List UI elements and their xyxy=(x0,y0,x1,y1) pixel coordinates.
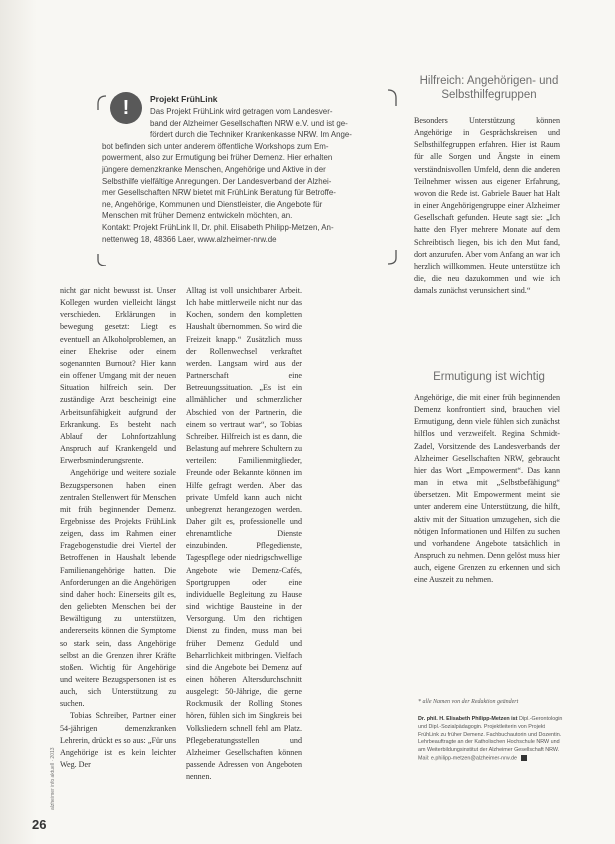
paragraph: Besonders Unterstützung können Angehörige in Gesprächskreisen und Selbsthilfegruppen erfahren. Hier ist Raum für alle Sorgen und Ängste in einem verständnisvollen Umfeld, denn die anderen Teilnehmer wissen aus eigener Erfahrung, wovon die Rede ist. Gabriele Bauer hat Halt in einer Angehörigengruppe einer Alzheimer Gesellschaft gefunden. Heute sagt sie: „Ich hatte den Flyer mehrere Monate auf dem Schreibtisch liegen, bis ich den Mut fand, dort anzurufen. Aber vom Anfang an war ich herzlich willkommen. Heute unterstütze ich die, die neu dazukommen und wie ich damals zunächst verunsichert sind.“ xyxy=(414,116,560,296)
info-line: Das Projekt FrühLink wird getragen vom Landesver- xyxy=(150,107,333,116)
paragraph: nicht gar nicht bewusst ist. Unser Kollegen wurden vielleicht längst verschieden. Erklärungen in bewegung gesetzt: Liegt es eventuell an Alkoholproblemen, an einer Ehekrise oder einem sogenannten Burnout? Hier kann ein offener Umgang mit der neuen Situation hilfreich sein. Der zuständige Arzt bescheinigt eine Arbeitsunfähigkeit aufgrund der Erkrankung. Es besteht nach Ablauf der Lohnfortzahlung Anspruch auf Krankengeld und Erwerbsminderungsrente. xyxy=(60,286,176,466)
section-heading: Hilfreich: Angehörigen- und Selbsthilfegruppen xyxy=(419,75,559,101)
article-column-1 xyxy=(60,285,176,771)
info-line: Kontakt: Projekt FrühLink II, Dr. phil. Elisabeth Philipp-Metzen, An- xyxy=(102,222,334,232)
info-box xyxy=(92,86,398,266)
paragraph: Angehörige und weitere soziale Bezugspersonen haben einen zentralen Stellenwert für Menschen mit früh beginnender Demenz. Ergebnisse des Projekts FrühLink zeigen, dass im Rahmen einer Fragebogenstudie drei Viertel der Betroffenen in Haushalt lebende Familienangehörige hatten. Die Anforderungen an die Angehörigen sind daher hoch: Einerseits gilt es, den geliebten Menschen bei der Bewältigung zu unterstützen, andererseits können die Symptome so stark sein, dass Angehörige selbst an die Grenzen ihrer Kräfte stoßen. Wichtig für Angehörige und weitere Bezugspersonen ist es auch, sich Unterstützung zu suchen. xyxy=(60,468,176,709)
author-bio xyxy=(418,716,564,763)
info-line: band der Alzheimer Gesellschaften NRW e.V. und ist ge- xyxy=(150,118,348,128)
info-line: Menschen mit früher Demenz entwickeln möchten, an. xyxy=(102,211,293,221)
info-line: powerment, also zur Ermutigung bei früher Demenz. Hier erhalten xyxy=(102,153,333,163)
exclamation-icon: ! xyxy=(110,92,142,124)
paragraph: Angehörige, die mit einer früh beginnenden Demenz konfrontiert sind, brauchen viel Ermutigung, denn viele fühlen sich zunächst hilflos und verzweifelt. Regina Schmidt-Zadel, Vorsitzende des Landesverbands der Alzheimer Gesellschaften NRW, gebraucht hier das Wort „Empowerment“. Das kann man in etwa mit „Selbstbefähigung“ übersetzen. Mit Empowerment meint sie unter anderem eine Unterstützung, die hilft, aktiv mit der Situation umzugehen, sich die nötigen Informationen und Hilfen zu suchen und vorhandene Angebote tatsächlich in Anspruch zu nehmen. Denn gelöst muss hier auch, eigene Grenzen zu erkennen und sich eine Auszeit zu nehmen. xyxy=(414,393,560,585)
author-name: Dr. phil. H. Elisabeth Philipp-Metzen ist xyxy=(418,716,518,722)
info-line: nettenweg 18, 48366 Laer, www.alzheimer-nrw.de xyxy=(102,234,277,244)
author-text: Dipl.-Gerontologin und Dipl.-Sozialpädagogin. Projektleiterin von Projekt FrühLink zu früher Demenz. Fachbuchautorin und Dozentin. Lehrbeauftragte an der Katholischen Hochschule NRW und am Weiterbildungsinstitut der Alzheimer Gesellschaft NRW. Mail: e.philipp-metzen@alzheimer-nrw.de xyxy=(418,716,563,762)
section-heading: Ermutigung ist wichtig xyxy=(433,371,545,383)
article-column-3b xyxy=(414,392,560,587)
info-box-text xyxy=(102,106,392,245)
side-label: alzheimer info aktuell · 2013 xyxy=(50,747,56,810)
names-note: * alle Namen von der Redaktion geändert xyxy=(418,699,519,705)
article-column-3 xyxy=(414,115,560,297)
info-line: ne, Angehörige, Kommunen und Dienstleister, die Angebote für xyxy=(102,199,323,209)
article-column-2 xyxy=(186,285,302,783)
info-line: jüngere demenzkranke Menschen, Angehörige und Aktive in der xyxy=(102,164,326,174)
info-line: mer Gesellschaften NRW bietet mit FrühLink Beratung für Betroffe- xyxy=(102,188,336,198)
info-box-title: Projekt FrühLink xyxy=(150,94,218,104)
end-mark-icon xyxy=(521,755,527,761)
info-line: fördert durch die Techniker Krankenkasse NRW. Im Ange- xyxy=(150,130,352,140)
paragraph: Alltag ist voll unsichtbarer Arbeit. Ich habe mittlerweile nicht nur das Kochen, sondern den kompletten Haushalt übernommen. So wird die Freizeit knapp.“ Zusätzlich muss der Rollenwechsel verkraftet werden. Langsam wird aus der Partnerschaft eine Betreuungssituation. „Es ist ein allmählicher und schmerzlicher Abschied von der Partnerin, die einem so vertraut war“, so Tobias Schreiber. Hilfreich ist es dann, die Belastung auf mehrere Schultern zu verteilen: Familienmitglieder, Freunde oder Bekannte können im Hilfe gefragt werden. Aber das private Umfeld kann auch nicht unbegrenzt herangezogen werden. Daher gilt es, professionelle und ehrenamtliche Dienste einzubinden. Pflegedienste, Tagespflege oder niedrigschwellige Angebote wie Demenz-Cafés, Sportgruppen oder eine individuelle Begleitung zu Hause sind wichtige Bausteine in der Versorgung. Um den richtigen Dienst zu finden, muss man bei früher Demenz Geduld und Beharrlichkeit mitbringen. Vielfach sind die Angebote bei Demenz auf einen höheren Altersdurchschnitt ausgelegt: 50-Jährige, die gerne Rockmusik der Rolling Stones hören, fühlen sich im Singkreis bei Volksliedern schnell fehl am Platz. Pflegeberatungsstellen und Alzheimer Gesellschaften können passende Adressen von Angeboten nennen. xyxy=(186,286,302,782)
paragraph: Tobias Schreiber, Partner einer 54-jährigen demenzkranken Lehrerin, drückt es so aus: „Für uns Angehörige ist es kein leichter Weg. Der xyxy=(60,711,176,770)
info-line: bot befinden sich unter anderem öffentliche Workshops zum Em- xyxy=(102,141,329,151)
info-line: Selbsthilfe vielfältige Anregungen. Der Landesverband der Alzhei- xyxy=(102,176,332,186)
page-number: 26 xyxy=(32,817,47,832)
